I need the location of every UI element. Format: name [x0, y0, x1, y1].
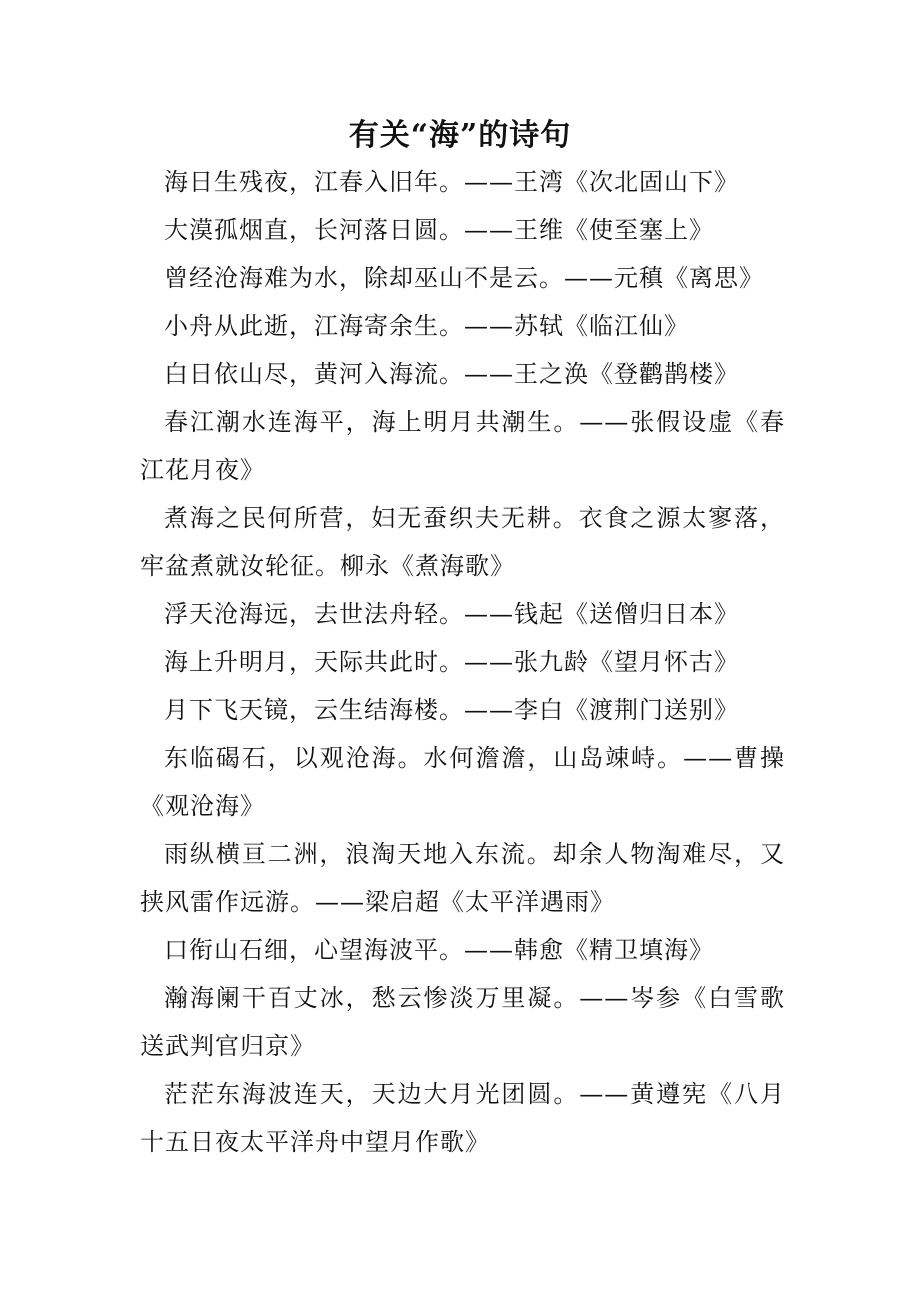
- poem-list: [140, 158, 785, 1166]
- poem-line: 海日生残夜，江春入旧年。——王湾《次北固山下》: [164, 168, 739, 196]
- poem-line: 月下飞天镜，云生结海楼。——李白《渡荆门送别》: [164, 696, 739, 724]
- poem-line: 茫茫东海波连天，天边大月光团圆。——黄遵宪《八月十五日夜太平洋舟中望月作歌》: [140, 1080, 785, 1156]
- poem-line: 东临碣石，以观沧海。水何澹澹，山岛竦峙。——曹操《观沧海》: [140, 744, 785, 820]
- poem-line: 曾经沧海难为水，除却巫山不是云。——元稹《离思》: [164, 264, 764, 292]
- poem-line: 大漠孤烟直，长河落日圆。——王维《使至塞上》: [164, 216, 714, 244]
- poem-line: 小舟从此逝，江海寄余生。——苏轼《临江仙》: [164, 312, 689, 340]
- poem-line: 海上升明月，天际共此时。——张九龄《望月怀古》: [164, 648, 739, 676]
- poem-line: 浮天沧海远，去世法舟轻。——钱起《送僧归日本》: [164, 600, 739, 628]
- poem-line: 煮海之民何所营，妇无蚕织夫无耕。衣食之源太寥落，牢盆煮就汝轮征。柳永《煮海歌》: [140, 504, 785, 580]
- page-title: 有关“海”的诗句: [348, 118, 572, 153]
- poem-line: 瀚海阑干百丈冰，愁云惨淡万里凝。——岑参《白雪歌送武判官归京》: [140, 984, 785, 1060]
- poem-line: 白日依山尽，黄河入海流。——王之涣《登鹳鹊楼》: [164, 360, 739, 388]
- poem-line: 雨纵横亘二洲，浪淘天地入东流。却余人物淘难尽，又挟风雷作远游。——梁启超《太平洋遇雨》: [140, 840, 785, 916]
- poem-line: 口衔山石细，心望海波平。——韩愈《精卫填海》: [164, 936, 714, 964]
- poem-line: 春江潮水连海平，海上明月共潮生。——张假设虚《春江花月夜》: [140, 408, 785, 484]
